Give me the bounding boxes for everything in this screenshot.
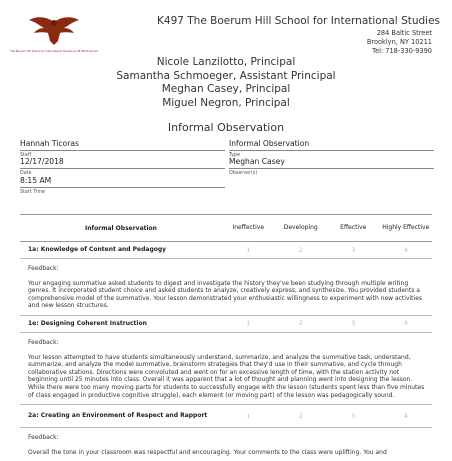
feedback-label: Feedback: [28, 265, 59, 272]
start-time-field-value: 8:15 AM [20, 176, 225, 188]
score-option[interactable]: 3 [351, 412, 356, 420]
feedback-section [20, 428, 432, 461]
staff-name: Samantha Schmoeger, Assistant Principal [116, 69, 336, 82]
rating-developing-header: Developing [283, 224, 318, 232]
feedback-label: Feedback: [28, 338, 59, 346]
rubric-row [20, 316, 432, 333]
staff-name: Meghan Casey, Principal [161, 83, 291, 96]
staff-field-value: Hannah Ticoras [20, 139, 225, 151]
feedback-text: Your lesson attempted to have students simultaneously understand, summarize, and analyze the summative task, understand, summarize, and analyze the model summative, brainstorm strategies that they'd use in their summative, and cycle through collaborative stations. Directions were convoluted and went on for an excessive length of time, with the station activity not beginning until 25 minutes into class. Overall it was apparent that a lot of thought and planning went into designing the lesson. While there were too many moving parts for students to successfully engage with the lesson (students spent less than five minutes of class engaged in productive cognitive struggle), each element (or moving part) of the lesson was pedagogically sound. [28, 353, 425, 399]
type-field-value: Informal Observation [229, 139, 434, 151]
start-time-field [20, 176, 225, 195]
rubric-header-title: Informal Observation [85, 224, 157, 232]
feedback-label: Feedback: [28, 434, 59, 442]
feedback-text: Your engaging summative asked students to digest and investigate the history they've been studying through multiple writing genres. It incorporated student choice and asked students to analyze, creatively express, and synthesize. You provided students a comprehensive model of the summative. Your lesson demonstrated your enthusiastic willingness to experiment with new activities and new lesson structures. [28, 279, 423, 310]
start-time-field-label: Start Time [20, 190, 45, 195]
score-option[interactable]: 1 [246, 412, 251, 420]
school-title: K497 The Boerum Hill School for International Studies [157, 15, 441, 27]
score-option[interactable]: 3 [351, 246, 356, 254]
rubric-row-title: 1e: Designing Coherent Instruction [28, 320, 147, 328]
type-field-label: Type [229, 153, 241, 158]
rubric-table [20, 214, 432, 461]
school-logo [8, 14, 100, 58]
score-option[interactable]: 2 [298, 246, 303, 254]
date-field [20, 157, 225, 176]
rubric-row-title: 1a: Knowledge of Content and Pedagogy [28, 246, 167, 254]
score-option[interactable]: 4 [403, 412, 408, 420]
observer-field-value: Meghan Casey [229, 157, 434, 169]
score-option[interactable]: 4 [403, 246, 408, 254]
staff-name: Miguel Negron, Principal [162, 96, 290, 109]
score-option[interactable]: 1 [246, 246, 251, 254]
rating-effective-header: Effective [340, 224, 367, 232]
address-street: 284 Baltic Street [376, 29, 432, 37]
eagle-icon [28, 14, 80, 48]
score-option[interactable]: 2 [298, 412, 303, 420]
address-phone: Tel: 718-330-9390 [372, 47, 432, 55]
feedback-section [20, 259, 432, 316]
feedback-section [20, 333, 432, 405]
form-title: Informal Observation [167, 121, 285, 134]
logo-caption: The Boerum Hill School for International Studies An IB World School [10, 50, 98, 53]
observer-field-label: Observer(s) [229, 171, 258, 176]
type-field [229, 139, 434, 158]
score-option[interactable]: 3 [351, 320, 356, 328]
score-option[interactable]: 4 [403, 320, 408, 328]
date-field-value: 12/17/2018 [20, 157, 225, 169]
rubric-row [20, 405, 432, 428]
staff-list [0, 56, 452, 110]
date-field-label: Date [20, 171, 32, 176]
staff-field-label: Staff [20, 153, 32, 158]
rating-ineffective-header: Ineffective [232, 224, 265, 232]
rubric-row-title: 2a: Creating an Environment of Respect and Rapport [28, 412, 208, 420]
score-option[interactable]: 2 [298, 320, 303, 328]
feedback-text: Overall the tone in your classroom was respectful and encouraging. Your comments to the class were uplifting. You and [28, 448, 387, 456]
observer-field [229, 157, 434, 176]
rubric-header [20, 215, 432, 242]
school-address [367, 29, 432, 56]
rubric-row [20, 242, 432, 259]
rating-highly-effective-header: Highly Effective [382, 224, 430, 232]
staff-name: Nicole Lanzilotto, Principal [156, 56, 296, 68]
address-city: Brooklyn, NY 10211 [366, 38, 432, 46]
score-option[interactable]: 1 [246, 320, 251, 328]
staff-field [20, 139, 225, 158]
